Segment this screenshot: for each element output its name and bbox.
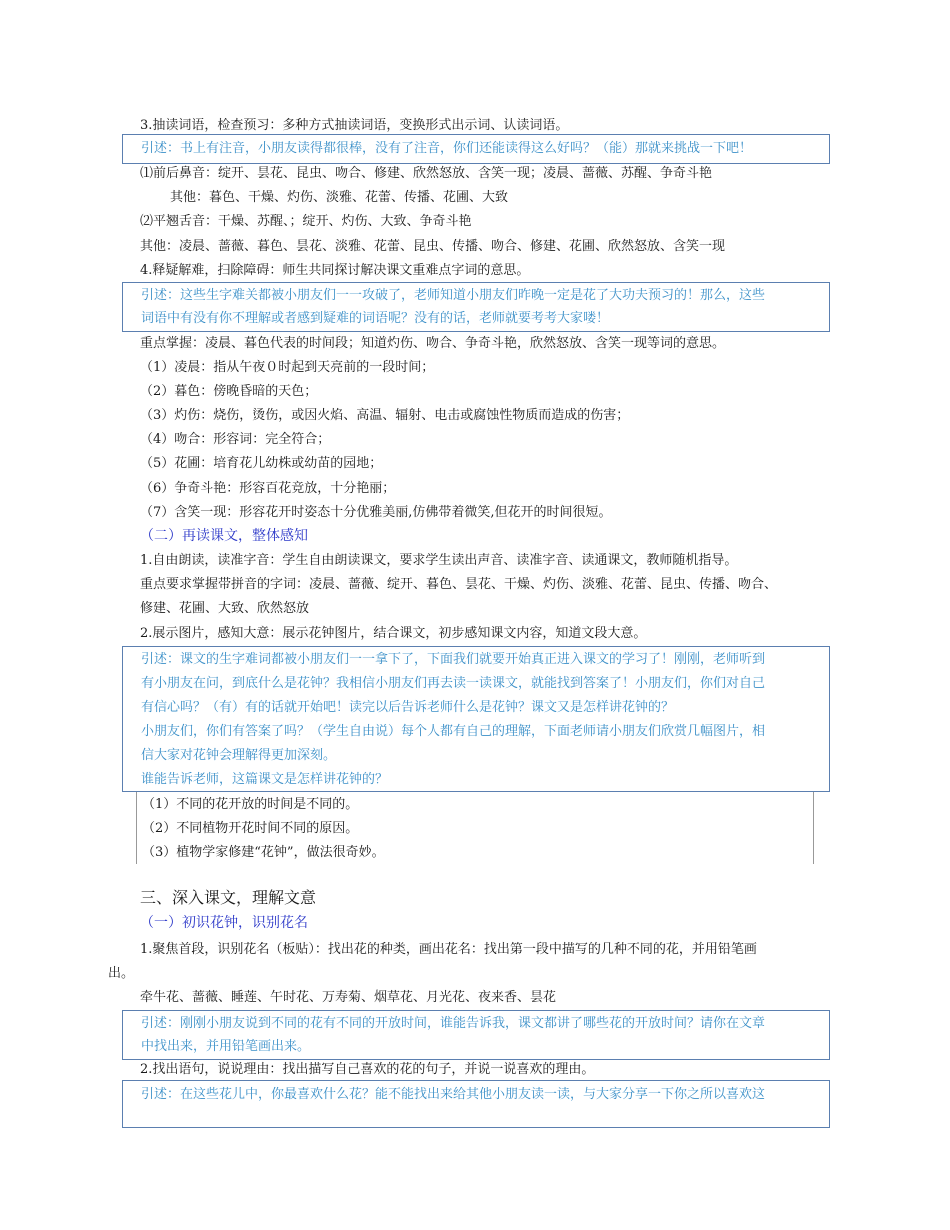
focus-step-2: 2.找出语句，说说理由：找出描写自己喜欢的花的句子，并说一说喜欢的理由。 [140,1062,595,1077]
quote-box-5 [122,1080,830,1128]
focus-step-1: 1.聚焦首段，识别花名（板贴）：找出花的种类，画出花名：找出第一段中描写的几种不同的花，并用铅笔画 [140,942,757,957]
quote-box-1 [122,134,830,164]
other-words-1: 其他：暮色、干燥、灼伤、淡雅、花蕾、传播、花圃、大致 [170,190,509,205]
definition-3: （3）灼伤：烧伤，烫伤，或因火焰、高温、辐射、电击或腐蚀性物质而造成的伤害； [140,408,630,423]
quote-text: 引述：书上有注音，小朋友读得都很棒，没有了注音，你们还能读得这么好吗？（能）那就来挑战一下吧！ [141,141,753,156]
quote-box-2 [122,282,830,332]
quote-text: 中找出来，并用铅笔画出来。 [141,1039,311,1054]
point-1: （1）不同的花开放的时间是不同的。 [142,797,359,812]
quote-text: 信大家对花钟会理解得更加深刻。 [141,748,337,763]
definition-1: （1）凌晨：指从午夜０时起到天亮前的一段时间； [140,360,435,375]
step-4-explain: 4.释疑解难，扫除障碍：师生共同探讨解决课文重难点字词的意思。 [140,263,530,278]
step-3-check-preview: 3.抽读词语，检查预习：多种方式抽读词语，变换形式出示词、认读词语。 [140,118,569,133]
quote-text: 小朋友们，你们有答案了吗？（学生自由说）每个人都有自己的理解，下面老师请小朋友们欣赏几幅图片，相 [141,724,766,739]
focus-step-1-cont: 出。 [108,966,135,981]
section-heading-reread: （二）再读课文，整体感知 [140,528,308,544]
quote-text: 引述：刚刚小朋友说到不同的花有不同的开放时间，谁能告诉我，课文都讲了哪些花的开放时间？请你在文章 [141,1016,766,1031]
section-heading-first: （一）初识花钟，识别花名 [140,915,308,931]
reread-step-2: 2.展示图片，感知大意：展示花钟图片，结合课文，初步感知课文内容，知道文段大意。 [140,626,647,641]
definition-5: （5）花圃：培育花儿幼株或幼苗的园地； [140,456,383,471]
reread-key-words-cont: 修建、花圃、大致、欣然怒放 [140,601,310,616]
quote-text: 谁能告诉老师，这篇课文是怎样讲花钟的？ [141,772,389,787]
quote-text: 有信心吗？（有）有的话就开始吧！读完以后告诉老师什么是花钟？课文又是怎样讲花钟的？ [141,700,675,715]
quote-text: 引述：课文的生字难词都被小朋友们一一拿下了，下面我们就要开始真正进入课文的学习了！刚刚，老师听到 [141,652,766,667]
definition-4: （4）吻合：形容词：完全符合； [140,432,331,447]
flower-names: 牵牛花、蔷薇、睡莲、午时花、万寿菊、烟草花、月光花、夜来香、昙花 [140,990,557,1005]
point-2: （2）不同植物开花时间不同的原因。 [142,821,359,836]
point-3: （3）植物学家修建“花钟”，做法很奇妙。 [142,845,385,860]
definition-2: （2）暮色：傍晚昏暗的天色； [140,384,318,399]
quote-text: 引述：在这些花儿中，你最喜欢什么花？能不能找出来给其他小朋友读一读，与大家分享一下你之所以喜欢这 [141,1087,766,1102]
definition-7: （7）含笑一现：形容花开时姿态十分优雅美丽,仿佛带着微笑,但花开的时间很短。 [140,505,612,520]
key-points: 重点掌握：凌晨、暮色代表的时间段；知道灼伤、吻合、争奇斗艳，欣然怒放、含笑一现等词的意思。 [140,336,726,351]
nasal-sounds: ⑴前后鼻音：绽开、昙花、昆虫、吻合、修建、欣然怒放、含笑一现；凌晨、蔷薇、苏醒、争奇斗艳 [140,166,713,181]
quote-text: 词语中有没有你不理解或者感到疑难的词语呢？没有的话，老师就要考考大家喽！ [141,311,610,326]
definition-6: （6）争奇斗艳：形容百花竞放，十分艳丽； [140,481,396,496]
section-heading-three: 三、深入课文，理解文意 [140,888,317,907]
quote-text: 引述：这些生字难关都被小朋友们一一攻破了，老师知道小朋友们昨晚一定是花了大功夫预习的！那么，这些 [141,288,766,303]
quote-box-4 [122,1010,830,1060]
quote-text: 有小朋友在问，到底什么是花钟？我相信小朋友们再去读一读课文，就能找到答案了！小朋友们，你们对自己 [141,676,766,691]
other-words-2: 其他：凌晨、蔷薇、暮色、昙花、淡雅、花蕾、昆虫、传播、吻合、修建、花圃、欣然怒放、含笑一现 [140,239,726,254]
reread-step-1: 1.自由朗读，读准字音：学生自由朗读课文，要求学生读出声音、读准字音、读通课文，教师随机指导。 [140,553,738,568]
flat-retroflex-sounds: ⑵平翘舌音：干燥、苏醒、；绽开、灼伤、大致、争奇斗艳 [140,214,472,229]
quote-box-3 [122,646,830,792]
reread-key-words: 重点要求掌握带拼音的字词：凌晨、蔷薇、绽开、暮色、昙花、干燥、灼伤、淡雅、花蕾、昆虫、传播、吻合、 [140,577,778,592]
